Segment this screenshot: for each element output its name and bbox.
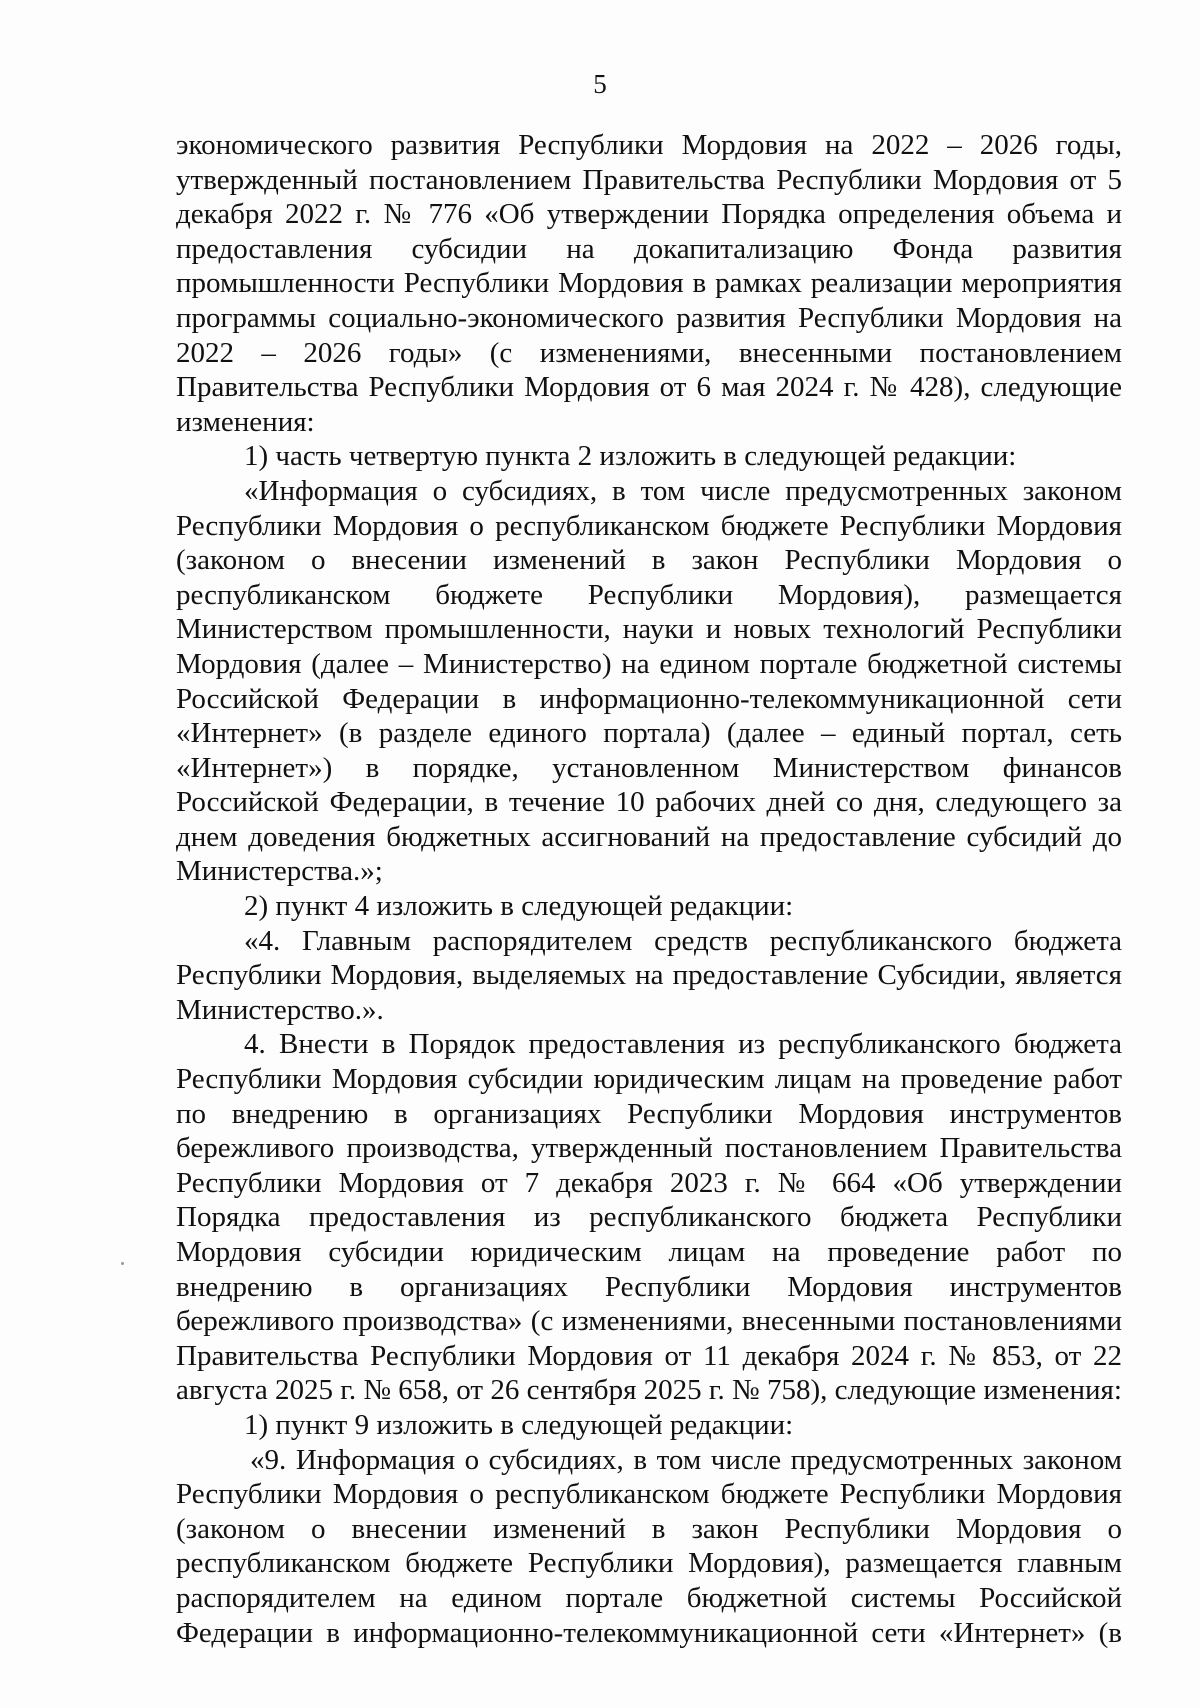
paragraph-item-2: 2) пункт 4 изложить в следующей редакции: (244, 890, 794, 923)
paragraph-item-1-point-9: 1) пункт 9 изложить в следующей редакции: (244, 1408, 794, 1441)
scan-dot (121, 1262, 124, 1265)
paragraph-section-4: 4. Внести в Порядок предоставления из республиканского бюджета Республики Мордовия субсидии юридическим лицам на проведение работ по внедрению в организациях Республики Мордовия инструментов бережливого производства, утвержденный постановлением Правительства Республики Мордовия от 7 декабря 2023 г. № 664 «Об утверждении Порядка предоставления из республиканского бюджета Республики Мордовия субсидии юридическим лицам на проведение работ по внедрению в организациях Республики Мордовия инструментов бережливого производства» (с изменениями, внесенными постановлениями Правительства Республики Мордовия от 11 декабря 2024 г. № 853, от 22 августа 2025 г. № 658, от 26 сентября 2025 г. № 758), следующие изменения: (176, 1028, 1122, 1407)
document-body (176, 128, 1122, 1650)
paragraph-quote-information: «Информация о субсидиях, в том числе предусмотренных законом Республики Мордовия о республиканском бюджете Республики Мордовия (законом о внесении изменений в закон Республики Мордовия о республиканском бюджете Республики Мордовия), размещается Министерством промышленности, науки и новых технологий Республики Мордовия (далее – Министерство) на едином портале бюджетной системы Российской Федерации в информационно-телекоммуникационной сети «Интернет» (в разделе единого портала) (далее – единый портал, сеть «Интернет») в порядке, установленном Министерством финансов Российской Федерации, в течение 10 рабочих дней со дня, следующего за днем доведения бюджетных ассигнований на предоставление субсидий до Министерства.»; (176, 474, 1122, 888)
paragraph-quote-point-9: «9. Информация о субсидиях, в том числе предусмотренных законом Республики Мордовия о республиканском бюджете Республики Мордовия (законом о внесении изменений в закон Республики Мордовия о республиканском бюджете Республики Мордовия), размещается главным распорядителем на едином портале бюджетной системы Российской Федерации в информационно-телекоммуникационной сети «Интернет» (в (176, 1443, 1122, 1649)
paragraph-quote-point-4: «4. Главным распорядителем средств республиканского бюджета Республики Мордовия, выделяемых на предоставление Субсидии, является Министерство.». (176, 924, 1122, 1026)
page-number: 5 (593, 69, 607, 99)
paragraph-item-1: 1) часть четвертую пункта 2 изложить в следующей редакции: (244, 440, 1017, 473)
paragraph-continuation: экономического развития Республики Мордовия на 2022 – 2026 годы, утвержденный постановлением Правительства Республики Мордовия от 5 декабря 2022 г. № 776 «Об утверждении Порядка определения объема и предоставления субсидии на докапитализацию Фонда развития промышленности Республики Мордовия в рамках реализации мероприятия программы социально-экономического развития Республики Мордовия на 2022 – 2026 годы» (с изменениями, внесенными постановлением Правительства Республики Мордовия от 6 мая 2024 г. № 428), следующие изменения: (176, 129, 1122, 438)
